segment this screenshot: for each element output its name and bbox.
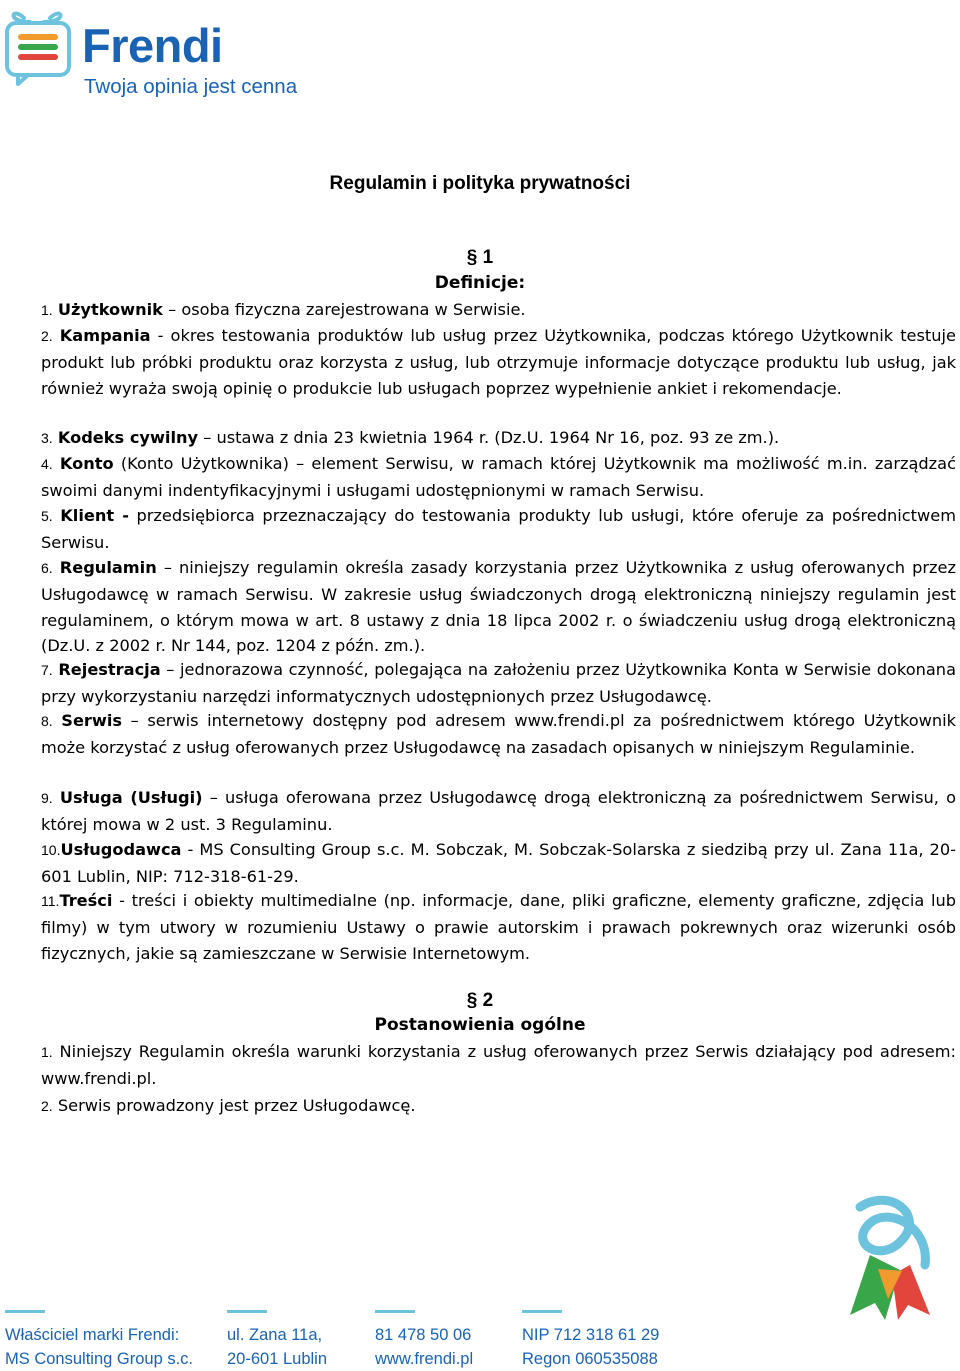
brand-name: Frendi (82, 19, 223, 72)
brand-logo[interactable] (0, 0, 300, 100)
footer-phone[interactable]: 81 478 50 06 (375, 1326, 472, 1344)
definition-item: 11.Treści - treści i obiekty multimedialne (np. informacje, dane, pliki graficzne, elementy graficzne, zdjęcia lub filmy) w tym utwory w rozumieniu Ustawy o prawie autorskim i prawach pokrewnych oraz wizerunki osób fizycznych, jakie są zamieszczane w Serwisie Internetowym. (41, 891, 956, 963)
section-2-symbol: § 2 (466, 990, 494, 1011)
definition-item: 4. Konto (Konto Użytkownika) – element Serwisu, w ramach której Użytkownik ma możliwość m.in. zarządzać swoimi danymi indentyfikacyjnymi i usługami udostępnionymi w ramach Serwisu. (41, 454, 956, 500)
footer-website-link[interactable]: www.frendi.pl (375, 1350, 474, 1368)
definition-item: 7. Rejestracja – jednorazowa czynność, polegająca na założeniu przez Użytkownika Konta w Serwisie dokonana przy wykorzystaniu narzędzi informatycznych udostępnionych przez Usługodawcę. (41, 660, 956, 706)
definition-item: 2. Kampania - okres testowania produktów lub usług przez Użytkownika, podczas którego Użytkownik testuje produkt lub próbki produktu oraz korzysta z usług, lub otrzymuje informacje dotyczące produktu lub usług, jak również wyraża swoją opinię o produkcie lub usługach poprzez wypełnienie ankiet i rekomendacje. (41, 326, 956, 398)
ribbon-decoration-icon (830, 1195, 960, 1320)
footer-owner: Właściciel marki Frendi: MS Consulting Group s.c. (5, 1310, 193, 1371)
footer-registry: NIP 712 318 61 29 Regon 060535088 (522, 1310, 659, 1371)
definition-item: 10.Usługodawca - MS Consulting Group s.c. M. Sobczak, M. Sobczak-Solarska z siedzibą przy ul. Zana 11a, 20-601 Lublin, NIP: 712-318-61-29. (41, 840, 956, 886)
provision-item: 2. Serwis prowadzony jest przez Usługodawcę. (41, 1096, 416, 1115)
provision-item: 1. Niniejszy Regulamin określa warunki korzystania z usług oferowanych przez Serwis działający pod adresem: www.frendi.pl. (41, 1042, 956, 1088)
section-2-heading: Postanowienia ogólne (374, 1015, 586, 1035)
section-1-heading: Definicje: (434, 273, 526, 293)
definition-item: 1. Użytkownik – osoba fizyczna zarejestrowana w Serwisie. (41, 300, 526, 319)
brand-tagline: Twoja opinia jest cenna (84, 75, 298, 98)
gift-box-icon (4, 4, 74, 86)
definition-item: 6. Regulamin – niniejszy regulamin określa zasady korzystania przez Użytkownika z usług oferowanych przez Usługodawcę w ramach Serwisu. W zakresie usług świadczonych drogą elektroniczną niniejszy regulamin jest regulaminem, o którym mowa w art. 8 ustawy z dnia 18 lipca 2002 r. o świadczeniu usług drogą elektroniczną (Dz.U. z 2002 r. Nr 144, poz. 1204 z późn. zm.). (41, 558, 956, 656)
definition-item: 9. Usługa (Usługi) – usługa oferowana przez Usługodawcę drogą elektroniczną za pośrednictwem Serwisu, o której mowa w 2 ust. 3 Regulaminu. (41, 788, 957, 834)
footer-address: ul. Zana 11a, 20-601 Lublin (227, 1310, 327, 1371)
page-title: Regulamin i polityka prywatności (329, 173, 631, 194)
footer-contact[interactable] (375, 1310, 473, 1371)
section-1-symbol: § 1 (466, 247, 494, 268)
definition-item: 5. Klient - przedsiębiorca przeznaczający do testowania produkty lub usługi, które oferuje za pośrednictwem Serwisu. (41, 506, 956, 552)
footer (0, 1310, 960, 1368)
definition-item: 3. Kodeks cywilny – ustawa z dnia 23 kwietnia 1964 r. (Dz.U. 1964 Nr 16, poz. 93 ze zm.). (41, 428, 780, 447)
definition-item: 8. Serwis – serwis internetowy dostępny pod adresem www.frendi.pl za pośrednictwem którego Użytkownik może korzystać z usług oferowanych przez Usługodawcę na zasadach opisanych w niniejszym Regulaminie. (41, 711, 956, 757)
